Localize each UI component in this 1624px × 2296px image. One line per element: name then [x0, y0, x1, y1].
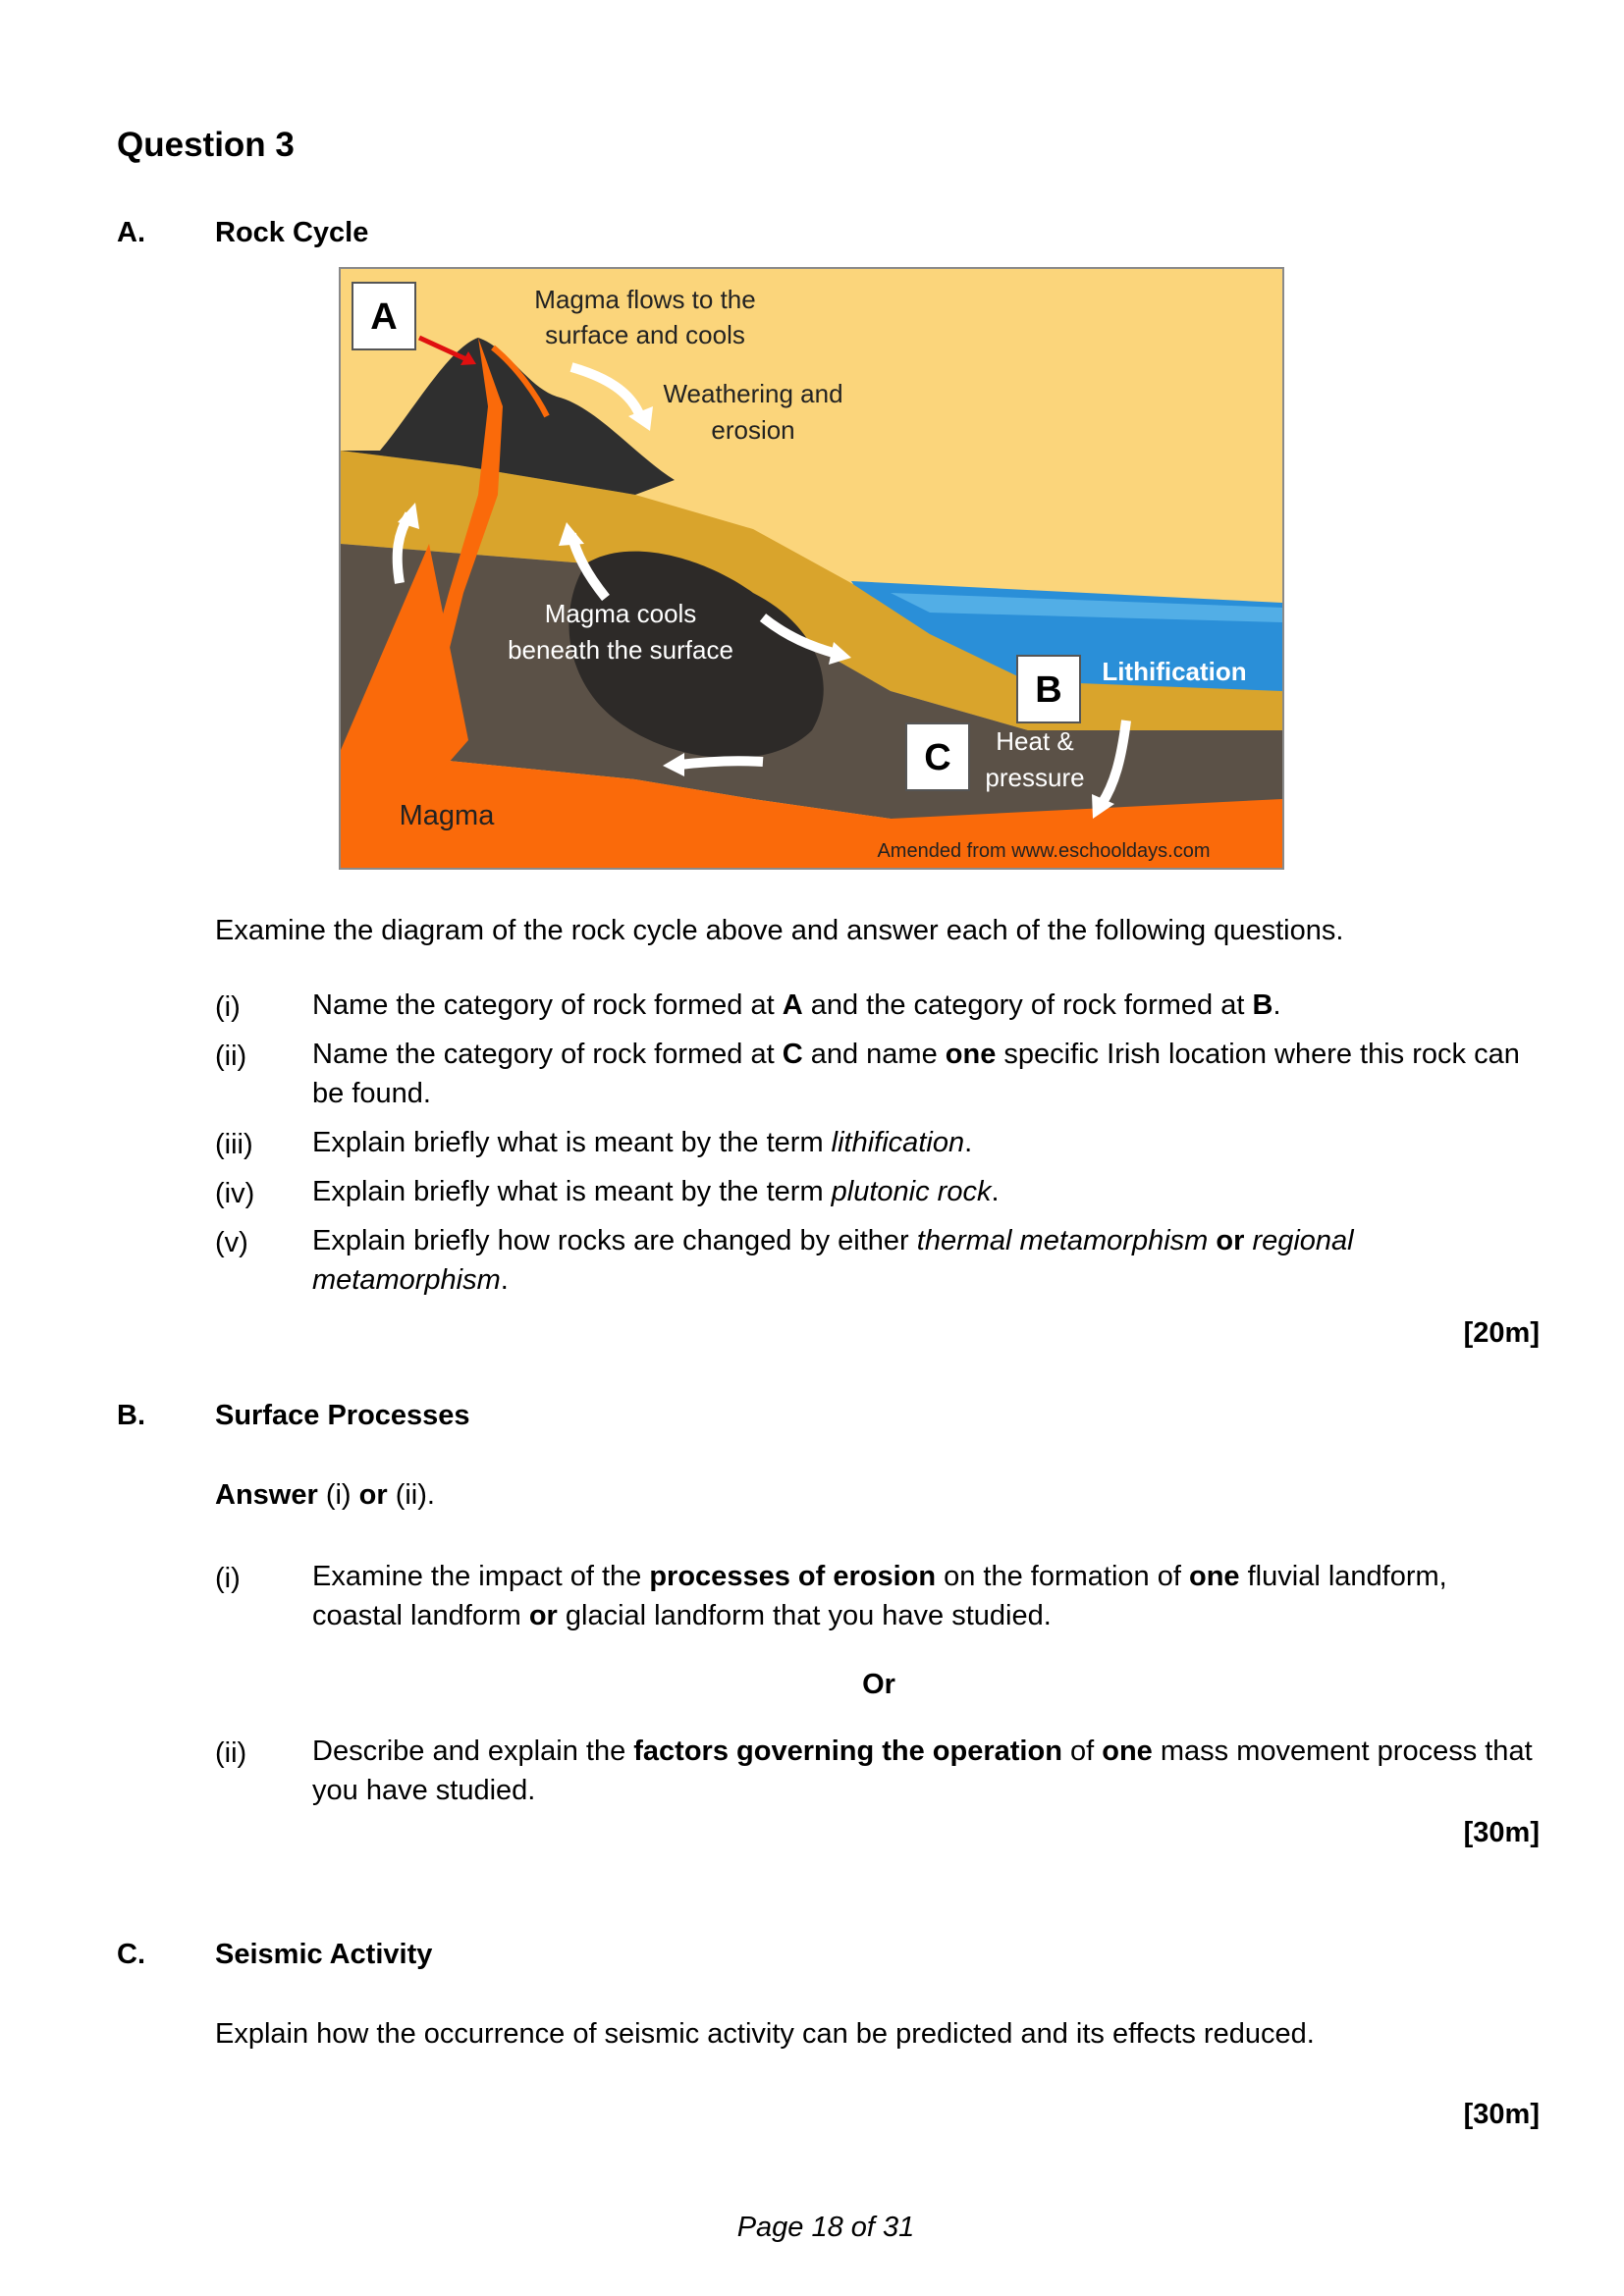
or-separator: Or — [862, 1669, 895, 1700]
label-magma-flows-line1: Magma flows to the — [534, 285, 756, 314]
question-num: (ii) — [215, 1737, 247, 1769]
section-c-text: Explain how the occurrence of seismic activity can be predicted and its effects reduced. — [215, 2018, 1315, 2050]
question-text: Name the category of rock formed at A and the category of rock formed at B. — [312, 989, 1281, 1021]
question-text: Explain briefly what is meant by the term plutonic rock. — [312, 1176, 1000, 1207]
question-num: (iii) — [215, 1129, 253, 1160]
section-b-letter: B. — [117, 1400, 145, 1431]
page-footer: Page 18 of 31 — [736, 2212, 915, 2243]
question-num: (iv) — [215, 1178, 255, 1209]
box-c-label: C — [924, 737, 951, 778]
section-a-letter: A. — [117, 217, 145, 248]
section-a-marks: [20m] — [1463, 1317, 1540, 1349]
label-lithification: Lithification — [1102, 657, 1247, 686]
rock-cycle-diagram — [339, 267, 1284, 870]
section-c-title: Seismic Activity — [215, 1939, 433, 1970]
box-a-label: A — [370, 296, 398, 338]
section-b-marks: [30m] — [1463, 1817, 1540, 1848]
label-magma-flows-line2: surface and cools — [545, 320, 745, 349]
arrow-subduction-icon — [679, 761, 763, 765]
question-text: Explain briefly how rocks are changed by either thermal metamorphism or regional metamorphism. — [312, 1225, 1354, 1296]
label-heat-line2: pressure — [985, 763, 1085, 792]
diagram-credit: Amended from www.eschooldays.com — [877, 840, 1211, 862]
label-magma-cools-line2: beneath the surface — [508, 635, 733, 665]
question-num: (i) — [215, 991, 241, 1023]
section-c-letter: C. — [117, 1939, 145, 1970]
section-a-title: Rock Cycle — [215, 217, 369, 248]
question-text: Describe and explain the factors governing the operation of one mass movement process that you have studied. — [312, 1735, 1533, 1806]
question-text: Explain briefly what is meant by the term lithification. — [312, 1127, 973, 1158]
box-b-label: B — [1035, 669, 1062, 711]
section-b-instruction: Answer (i) or (ii). — [215, 1479, 435, 1511]
question-num: (v) — [215, 1227, 248, 1258]
label-weathering-line2: erosion — [711, 415, 795, 445]
section-b-title: Surface Processes — [215, 1400, 470, 1431]
question-text: Name the category of rock formed at C and name one specific Irish location where this rock can be found. — [312, 1039, 1520, 1109]
label-magma: Magma — [399, 800, 495, 831]
question-text: Examine the impact of the processes of erosion on the formation of one fluvial landform, coastal landform or glacial landform that you have studied. — [312, 1561, 1447, 1631]
section-a-intro: Examine the diagram of the rock cycle above and answer each of the following questions. — [215, 915, 1344, 946]
question-num: (ii) — [215, 1041, 247, 1072]
label-weathering-line1: Weathering and — [663, 379, 843, 408]
question-title: Question 3 — [117, 126, 295, 164]
section-c-marks: [30m] — [1463, 2099, 1540, 2130]
question-num: (i) — [215, 1563, 241, 1594]
label-heat-line1: Heat & — [996, 726, 1074, 756]
label-magma-cools-line1: Magma cools — [544, 599, 697, 628]
